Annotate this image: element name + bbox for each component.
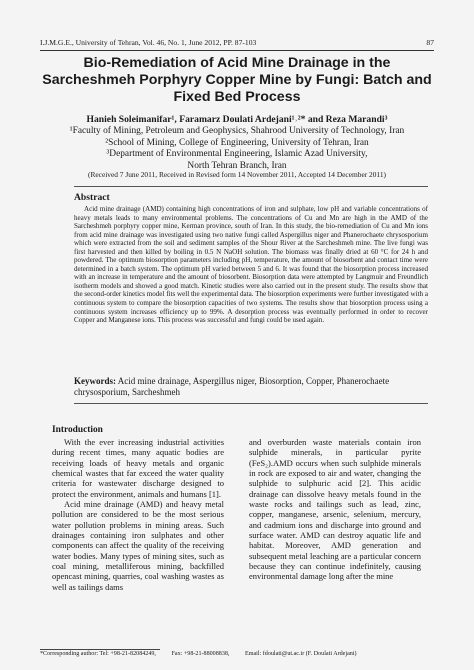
keywords-label: Keywords:: [74, 376, 116, 386]
intro-paragraph: Acid mine drainage (AMD) and heavy metal pollution are considered to be the most serious water pollution problems in mining areas. Such drainages containing iron sulphates and other components can affect the quality of the receiving water bodies. Many types of mining sites, such as coal mining, metalliferous mining, backfilled opencast mining, quarries, coal washing wastes as well as tailings dams: [52, 499, 224, 592]
journal-citation: I.J.M.G.E., University of Tehran, Vol. 46, No. 1, June 2012, PP. 87-103: [40, 38, 257, 47]
keywords-text: Acid mine drainage, Aspergillus niger, Biosorption, Copper, Phanerochaete chrysosporium, Sarcheshmeh: [74, 376, 390, 398]
paper-title: [30, 55, 444, 106]
corresponding-author: *Corresponding author: Tel: +98-21-82084249,: [40, 651, 156, 657]
received-dates: (Received 7 June 2011, Received in Revised form 14 November 2011, Accepted 14 December 2011): [88, 170, 386, 179]
footnote-rule: [40, 649, 160, 650]
title-line: Bio-Remediation of Acid Mine Drainage in the: [83, 55, 391, 71]
intro-paragraph: With the ever increasing industrial activities during recent times, many aquatic bodies are receiving loads of heavy metals and organic chemical wastes that far exceed the water quality criteria for wastewater discharge designed to protect the environment, animals and humans [1].: [52, 437, 224, 499]
title-line: Sarcheshmeh Porphyry Copper Mine by Fungi: Batch and: [42, 72, 432, 88]
left-column: [52, 437, 224, 592]
fax-number: Fax: +98-21-88008838,: [171, 651, 230, 657]
right-column: [249, 437, 421, 582]
running-header: [40, 38, 434, 51]
footnote: [40, 651, 434, 659]
introduction-heading: Introduction: [52, 425, 103, 435]
title-line: Fixed Bed Process: [173, 89, 301, 105]
abstract-body: [74, 205, 428, 325]
author-list: Hanieh Soleimanifar¹, Faramarz Doulati Ardejani¹˒²* and Reza Marandi³: [86, 114, 388, 125]
affiliations: [30, 126, 444, 172]
affiliation-line: ³Department of Environmental Engineering, Islamic Azad University,: [106, 149, 368, 160]
affiliation-line: ¹Faculty of Mining, Petroleum and Geophysics, Shahrood University of Technology, Iran: [69, 126, 405, 136]
intro-paragraph-continued: and overburden waste materials contain iron sulphide minerals, in particular pyrite (FeS₂).AMD occurs when such sulphide minerals in rock are exposed to air and water, changing the sulphide to sulphuric acid [2]. This acidic drainage can dissolve heavy metals found in the waste rocks and tailings such as lead, zinc, copper, manganese, arsenic, selenium, mercury, and cadmium ions and discharge into ground and surface water. AMD can destroy aquatic life and habitat. Moreover, AMD generation and subsequent metal leaching are a particular concern because they can continue indefinitely, causing environmental damage long after the mine: [249, 437, 421, 582]
abstract-text: Acid mine drainage (AMD) containing high concentrations of iron and sulphate, low pH and variable concentrations of heavy metals leads to many environmental problems. The concentrations of Cu and Mn are high in the AMD of the Sarcheshmeh porphyry copper mine, Kerman province, south of Iran. In this study, the bio-remediation of Cu and Mn ions from acid mine drainage was investigated using two native fungi called Aspergillus niger and Phanerochaete chrysosporium which were extracted from the soil and sediment samples of the Shour River at the Sarcheshmeh mine. The live fungi was first harvested and then killed by boiling in 0.5 N NaOH solution. The biomass was finally dried at 60 °C for 24 h and powdered. The optimum biosorption parameters including pH, temperature, the amount of biosorbent and contact time were determined in a batch system. The optimum pH varied between 5 and 6. It was found that the biosorption process increased with an increase in temperature and the amount of biosorbent. Biosorption data were attempted by Langmuir and Freundlich isotherm models and showed a good match. Kinetic studies were also carried out in the present study. The results show that the second-order kinetics model fits well the experimental data. The biosorption experiments were further investigated with a continuous system to compare the biosorption capacities of two systems. The results show that biosorption process using a continuous system increases efficiency up to 99%. A desorption process was eventually performed in order to recover Copper and Manganese ions. This process was successful and fungi could be used again.: [74, 205, 428, 325]
page-number: 87: [426, 38, 434, 47]
affiliation-line: ²School of Mining, College of Engineering, University of Tehran, Iran: [105, 137, 369, 148]
keywords-block: [74, 376, 428, 404]
abstract-heading: Abstract: [74, 192, 110, 203]
email-address: Email: fdoulati@ut.ac.ir (F. Doulati Ardejani): [244, 651, 357, 657]
affiliation-line: North Tehran Branch, Iran: [187, 160, 287, 171]
